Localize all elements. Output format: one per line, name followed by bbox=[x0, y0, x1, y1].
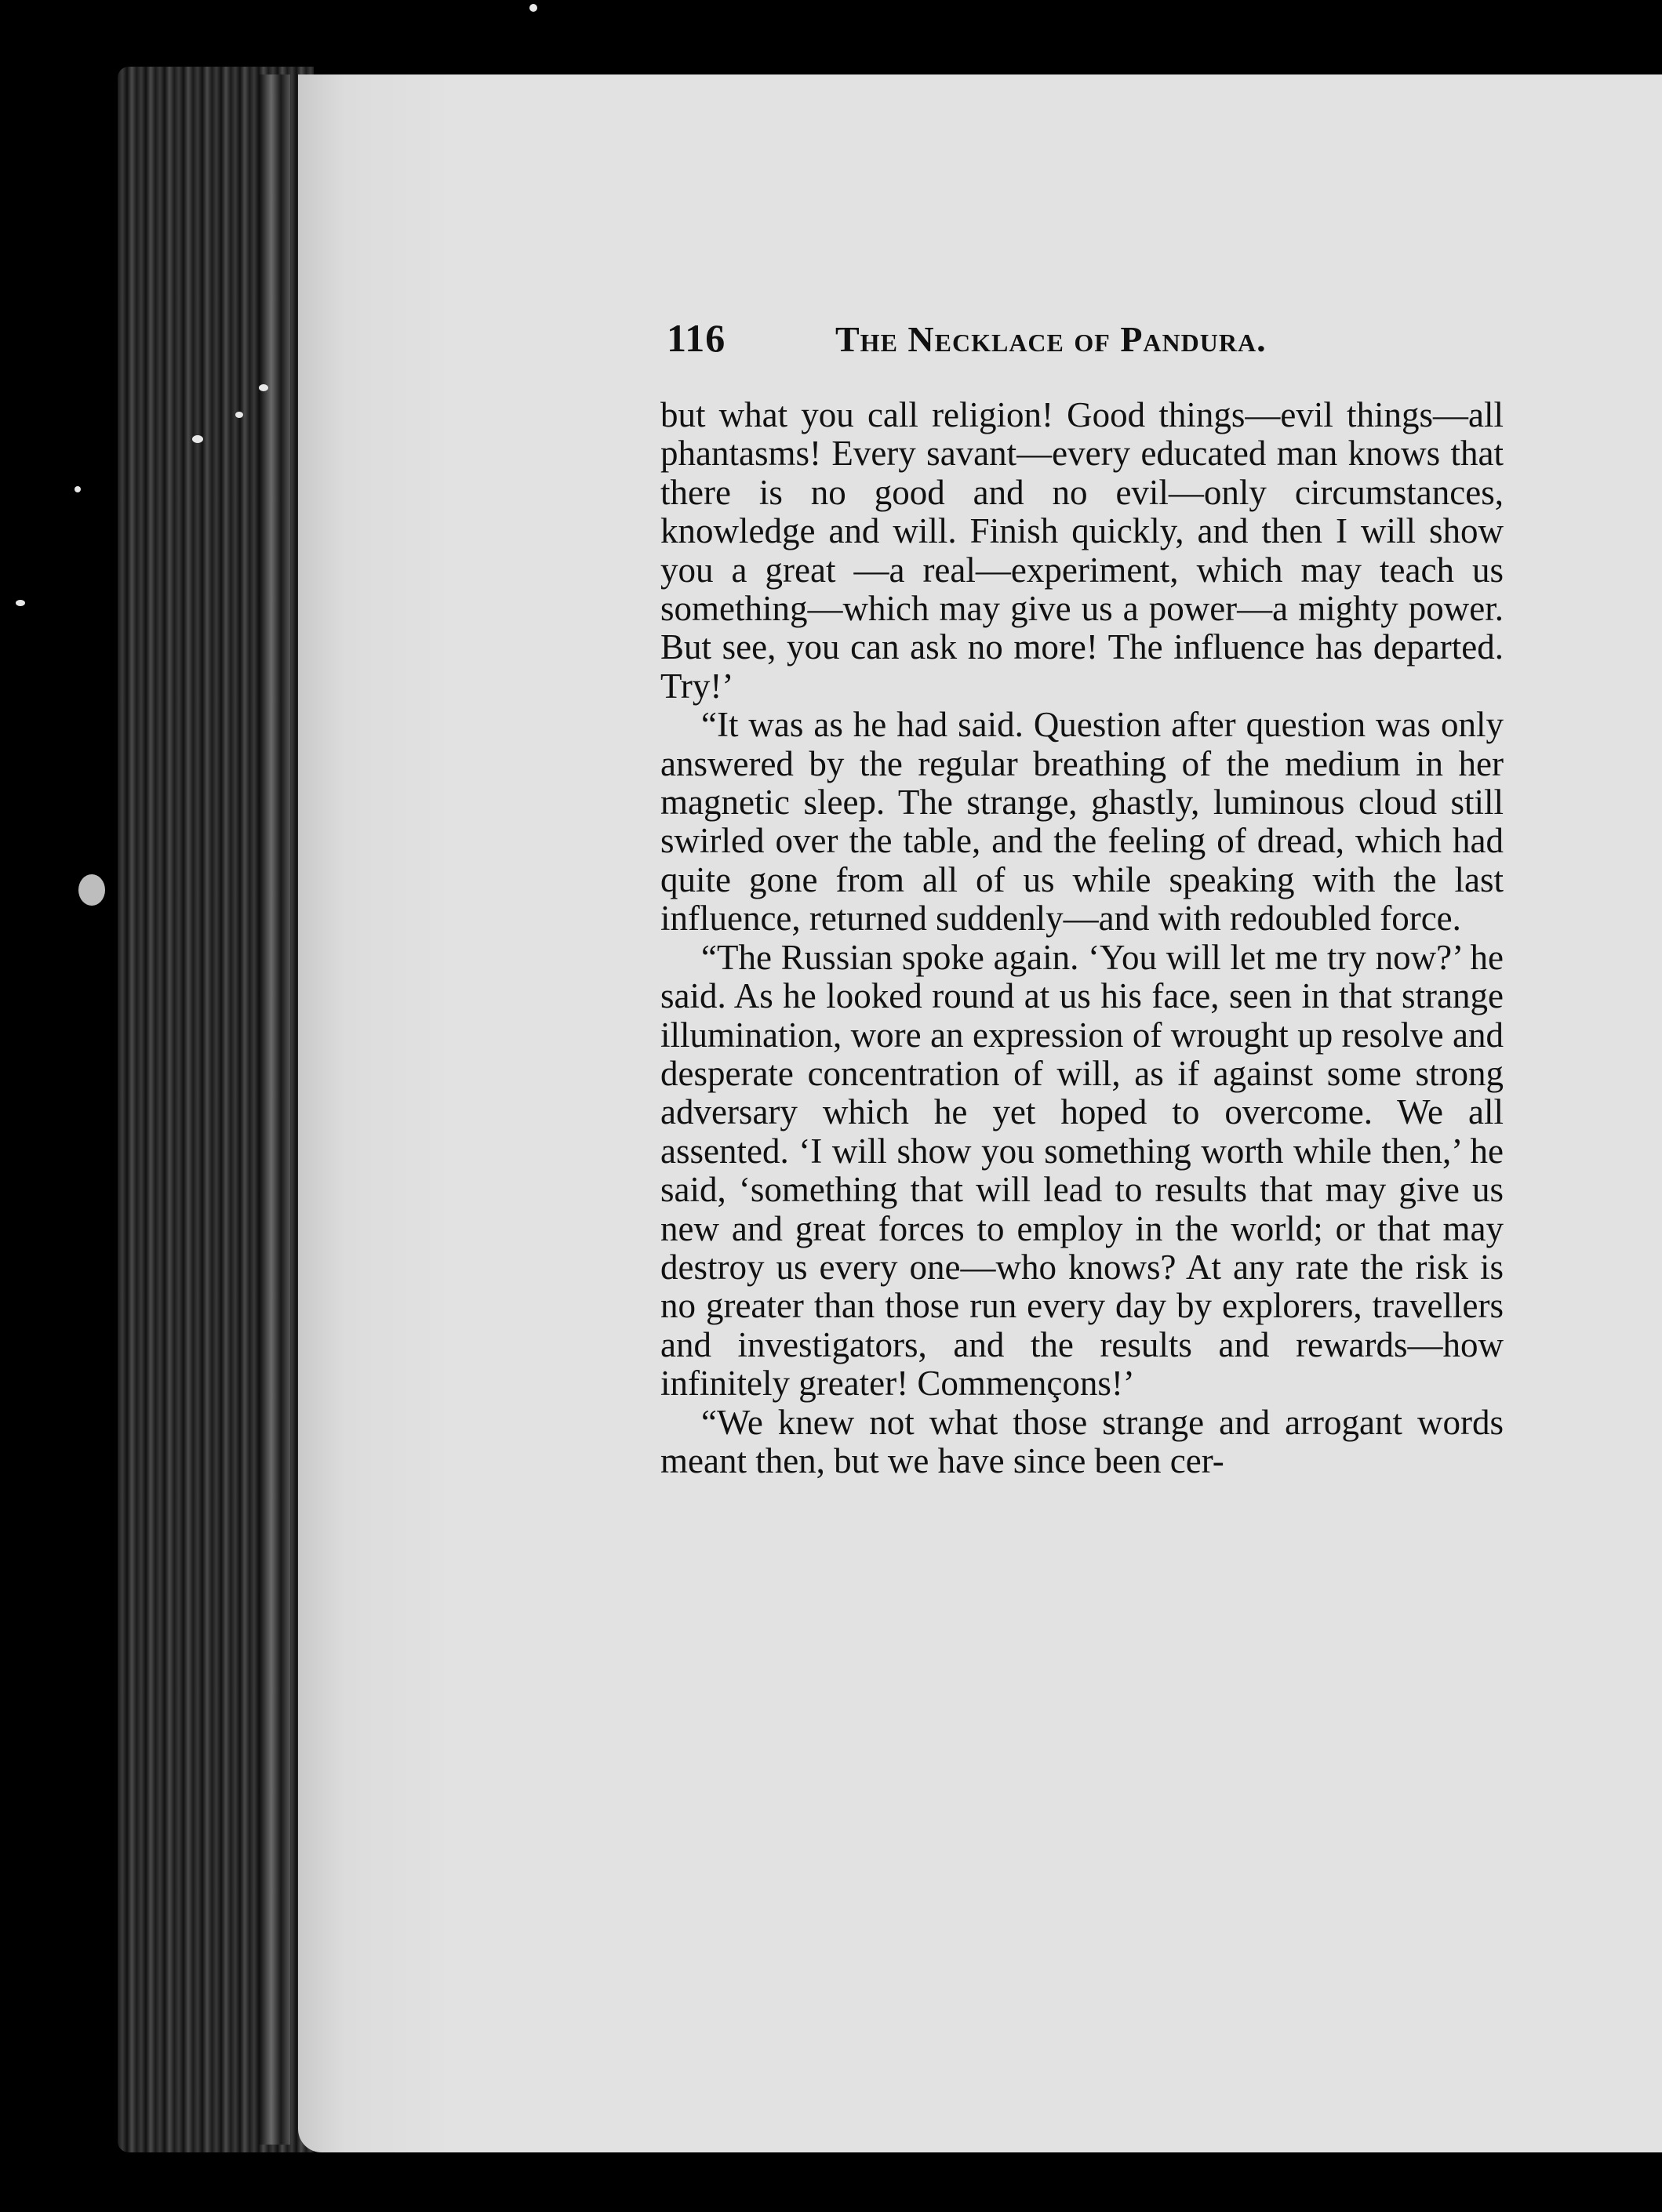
dust-speck bbox=[78, 874, 105, 906]
paragraph: “The Russian spoke again. ‘You will let me try now?’ he said. As he looked round at us his face, seen in that strange illumination, wore an expression of wrought up resolve and desperate concentration of will, as if against some strong adversary which he yet hoped to overcome. We all assented. ‘I will show you something worth while then,’ he said, ‘something that will lead to results that may give us new and great forces to employ in the world; or that may destroy us every one—who knows? At any rate the risk is no greater than those run every day by explorers, travellers and investigators, and the results and rewards—how infinitely greater! Commençons!’ bbox=[660, 937, 1504, 1404]
body-text bbox=[660, 396, 1504, 1480]
page-header bbox=[667, 315, 1475, 378]
dust-speck bbox=[235, 412, 243, 418]
page-number: 116 bbox=[667, 316, 726, 360]
running-title: The Necklace of Pandura. bbox=[835, 319, 1267, 359]
paragraph: “It was as he had said. Question after question was only answered by the regular breathing of the medium in her magnetic sleep. The strange, ghastly, luminous cloud still swirled over the table, and the feeling of dread, which had quite gone from all of us while speaking with the last influence, returned suddenly—and with redoubled force. bbox=[660, 705, 1504, 939]
dust-speck bbox=[259, 384, 268, 391]
dust-speck bbox=[192, 435, 203, 443]
paragraph: but what you call religion! Good things—evil things—all phantasms! Every savant—every educated man knows that there is no good and no evil—only circumstances, knowledge and will. Finish quickly, and then I will show you a great —a real—experiment, which may teach us something—which may give us a power—a mighty power. But see, you can ask no more! The influence has departed. Try!’ bbox=[660, 395, 1504, 706]
paragraph: “We knew not what those strange and arrogant words meant then, but we have since been cer- bbox=[660, 1402, 1504, 1480]
dust-speck bbox=[529, 4, 537, 12]
dust-speck bbox=[16, 600, 25, 606]
dust-speck bbox=[75, 486, 81, 492]
